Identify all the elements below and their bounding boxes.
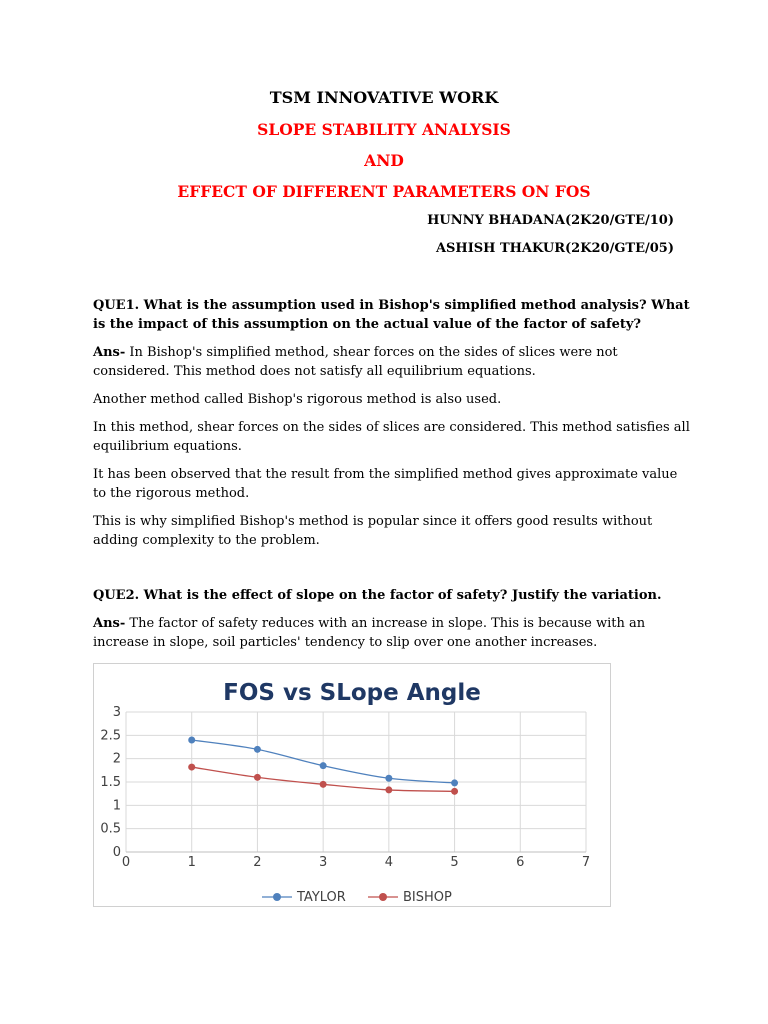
x-tick-label: 3 [319,855,328,870]
chart-title: FOS vs SLope Angle [223,680,481,706]
chart-legend [262,890,452,905]
doc-title: TSM INNOVATIVE WORK [269,88,499,107]
data-point-taylor [385,775,392,782]
answer-1 [93,343,693,381]
data-point-bishop [188,764,195,771]
chart-svg [94,664,610,906]
x-tick-label: 4 [384,855,393,870]
y-tick-label: 0.5 [100,821,121,837]
legend-marker-taylor [273,893,281,901]
y-tick-label: 2 [112,751,121,767]
x-tick-label: 1 [187,855,196,870]
answer-text: The factor of safety reduces with an increase in slope. This is because with an increase in slope, soil particles' tendency to slip over one another increases. [93,616,646,650]
answer-1-paragraph-4: It has been observed that the result from the simplified method gives approximate value to the rigorous method. [93,467,678,501]
answer-2 [93,614,693,652]
answer-text: In Bishop's simplified method, shear forces on the sides of slices were not considered. This method does not satisfy all equilibrium equations. [93,345,618,379]
author-ashish: ASHISH THAKUR(2K20/GTE/05) [435,241,674,256]
data-point-bishop [320,781,327,788]
y-tick-label: 2.5 [100,728,121,744]
doc-subtitle-slope: SLOPE STABILITY ANALYSIS [257,120,511,139]
x-tick-label: 5 [450,855,459,870]
fos-chart [93,663,611,907]
x-tick-label: 6 [516,855,525,870]
doc-subtitle-and: AND [364,151,404,170]
doc-subtitle-effect: EFFECT OF DIFFERENT PARAMETERS ON FOS [177,182,591,201]
legend-label-taylor: TAYLOR [297,890,346,905]
data-point-bishop [451,788,458,795]
data-point-taylor [188,737,195,744]
question-2: QUE2. What is the effect of slope on the factor of safety? Justify the variation. [93,588,662,603]
data-point-taylor [320,762,327,769]
legend-label-bishop: BISHOP [403,890,452,905]
y-tick-label: 1 [112,798,121,814]
x-tick-label: 7 [581,855,591,870]
answer-1-paragraph-3: In this method, shear forces on the sides of slices are considered. This method satisfies all equilibrium equations. [93,420,690,454]
x-tick-label: 2 [253,855,262,870]
author-hunny: HUNNY BHADANA(2K20/GTE/10) [427,213,674,228]
chart-grid [126,712,586,852]
data-point-bishop [385,786,392,793]
legend-marker-bishop [379,893,387,901]
y-tick-label: 1.5 [100,775,121,790]
x-tick-label: 0 [121,855,131,870]
data-point-taylor [451,779,458,786]
answer-label: Ans- [93,345,126,360]
data-point-taylor [254,746,261,753]
answer-1-paragraph-2: Another method called Bishop's rigorous method is also used. [93,392,502,407]
question-1: QUE1. What is the assumption used in Bishop's simplified method analysis? What is the impact of this assumption on the actual value of the factor of safety? [93,298,690,332]
y-tick-label: 3 [112,705,121,720]
answer-label: Ans- [93,616,126,631]
y-tick-label: 0 [112,845,121,860]
chart-axes [100,705,590,870]
answer-1-paragraph-5: This is why simplified Bishop's method is popular since it offers good results without adding complexity to the problem. [93,514,653,548]
data-point-bishop [254,774,261,781]
